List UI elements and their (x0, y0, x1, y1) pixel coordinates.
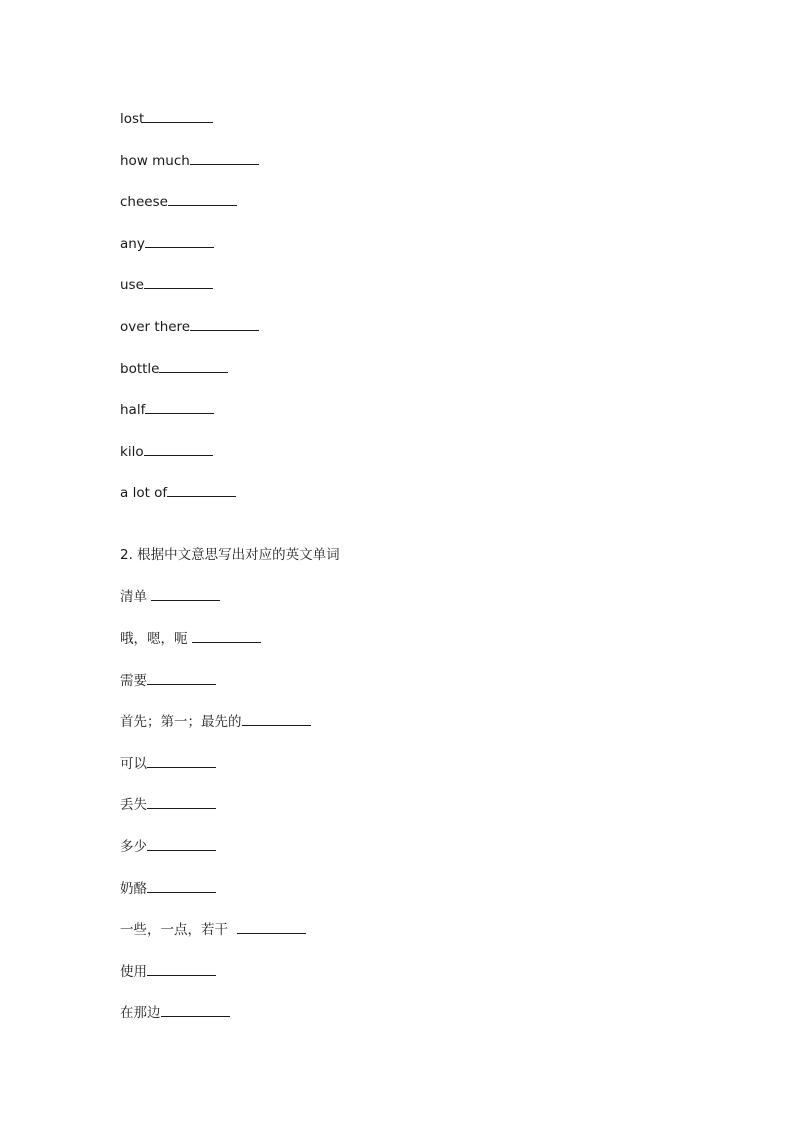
word-item-how-much (120, 151, 259, 170)
prompt-text: 多少 (120, 839, 147, 855)
answer-blank[interactable] (147, 795, 216, 809)
prompt-item-lost (120, 795, 216, 814)
prompt-item-can (120, 754, 216, 773)
answer-blank[interactable] (190, 151, 259, 165)
answer-blank[interactable] (147, 879, 216, 893)
answer-blank[interactable] (151, 587, 220, 601)
prompt-item-some (120, 920, 306, 939)
word-text: over there (120, 319, 191, 335)
word-item-kilo (120, 442, 213, 461)
word-item-over-there (120, 317, 259, 336)
answer-blank[interactable] (145, 400, 214, 414)
word-text: half (120, 402, 146, 418)
prompt-text: 需要 (120, 673, 147, 689)
answer-blank[interactable] (145, 234, 214, 248)
word-text: bottle (120, 361, 160, 377)
word-item-cheese (120, 192, 237, 211)
prompt-item-oh (120, 629, 261, 648)
answer-blank[interactable] (242, 712, 311, 726)
prompt-item-first (120, 712, 311, 731)
answer-blank[interactable] (159, 359, 228, 373)
prompt-text: 可以 (120, 756, 147, 772)
answer-blank[interactable] (147, 837, 216, 851)
word-text: lost (120, 111, 145, 127)
word-text: a lot of (120, 485, 168, 501)
word-item-any (120, 234, 214, 253)
answer-blank[interactable] (190, 317, 259, 331)
answer-blank[interactable] (237, 920, 306, 934)
answer-blank[interactable] (144, 109, 213, 123)
answer-blank[interactable] (147, 962, 216, 976)
answer-blank[interactable] (147, 754, 216, 768)
answer-blank[interactable] (144, 275, 213, 289)
prompt-text: 在那边 (120, 1005, 161, 1021)
answer-blank[interactable] (161, 1003, 230, 1017)
word-item-use (120, 275, 213, 294)
answer-blank[interactable] (192, 629, 261, 643)
prompt-text: 一些，一点，若干 (120, 922, 237, 938)
answer-blank[interactable] (167, 483, 236, 497)
word-item-half (120, 400, 214, 419)
prompt-text: 使用 (120, 964, 147, 980)
prompt-item-list (120, 587, 220, 606)
answer-blank[interactable] (144, 442, 213, 456)
answer-blank[interactable] (147, 671, 216, 685)
word-text: how much (120, 153, 190, 169)
prompt-item-over-there (120, 1003, 230, 1022)
prompt-item-how-much (120, 837, 216, 856)
prompt-item-use (120, 962, 216, 981)
prompt-text: 清单 (120, 589, 152, 605)
word-text: use (120, 277, 144, 293)
section-heading: 2. 根据中文意思写出对应的英文单词 (120, 547, 340, 563)
prompt-text: 奶酪 (120, 881, 147, 897)
answer-blank[interactable] (168, 192, 237, 206)
word-text: any (120, 236, 145, 252)
word-item-lost (120, 109, 213, 128)
word-text: kilo (120, 444, 144, 460)
prompt-text: 丢失 (120, 797, 147, 813)
word-text: cheese (120, 194, 168, 210)
word-item-a-lot-of (120, 483, 236, 502)
prompt-text: 首先；第一；最先的 (120, 714, 242, 730)
prompt-item-need (120, 671, 216, 690)
prompt-text: 哦，嗯，呃 (120, 631, 192, 647)
prompt-item-cheese (120, 879, 216, 898)
word-item-bottle (120, 359, 228, 378)
